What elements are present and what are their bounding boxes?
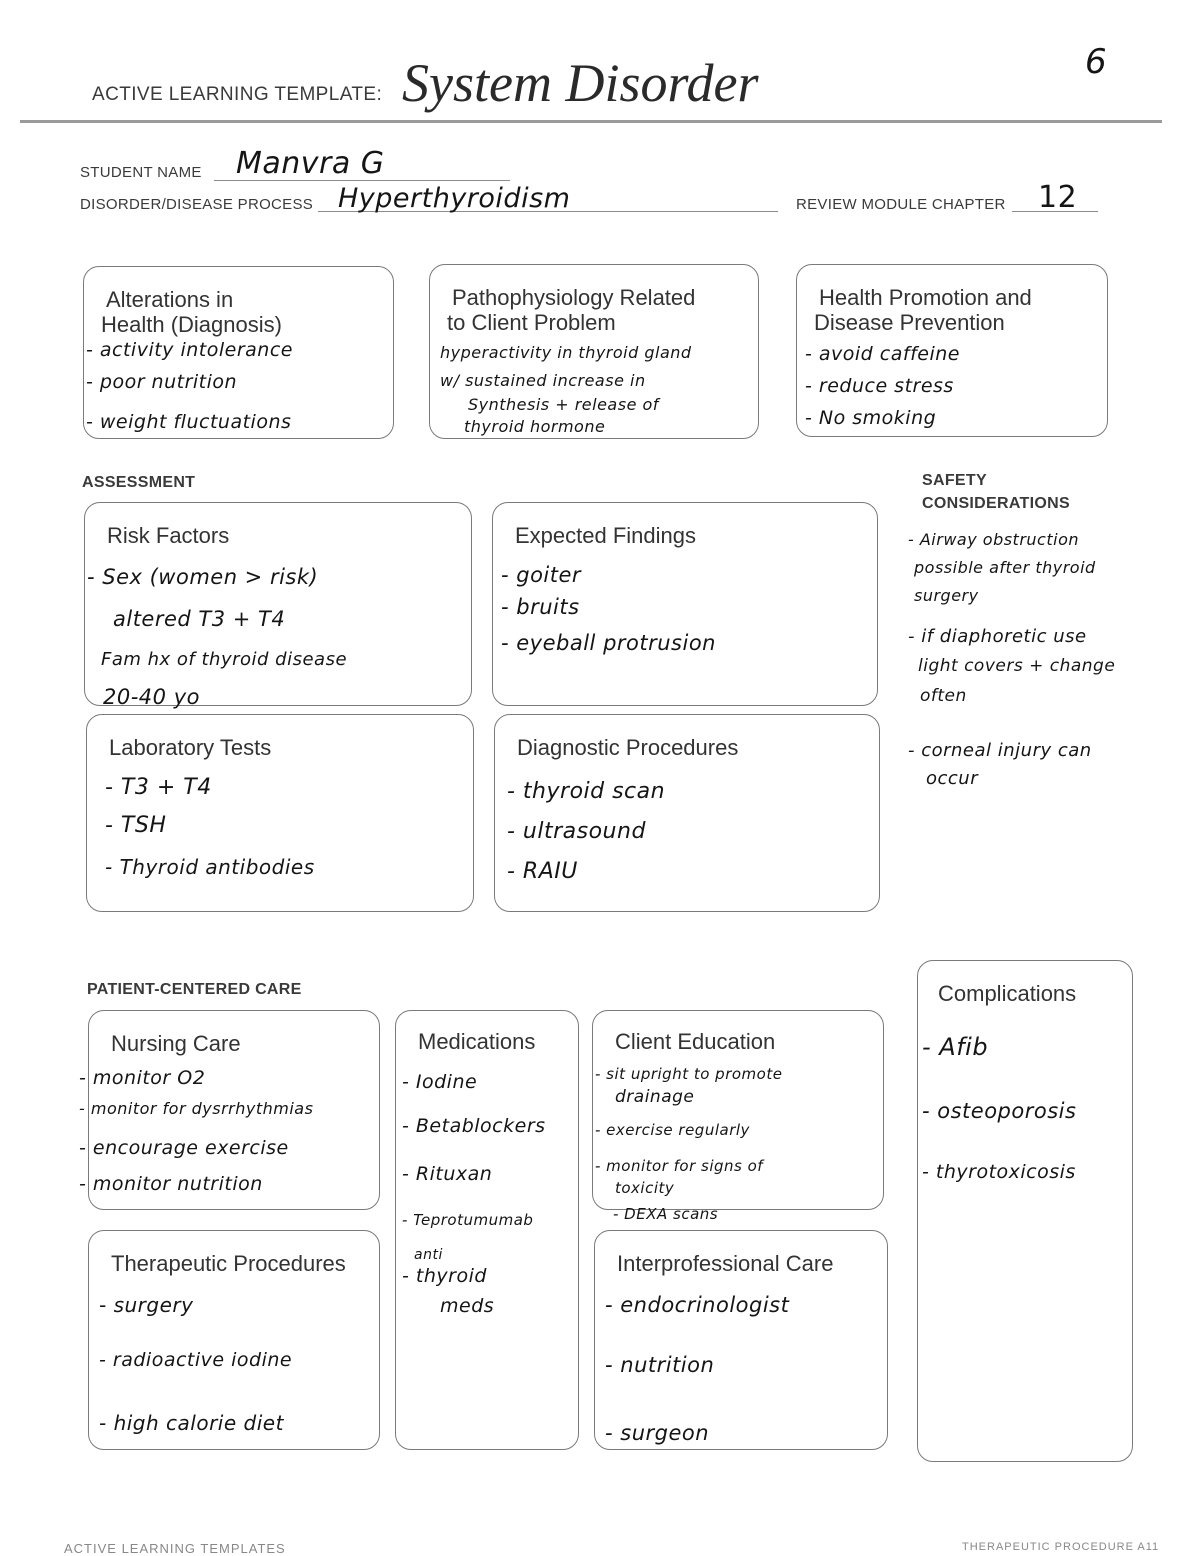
list-item: - eyeball protrusion (501, 631, 716, 655)
student-name-value: Manvra G (236, 146, 385, 181)
header-rule (20, 120, 1162, 123)
expected-findings-box (492, 502, 878, 706)
disorder-label: DISORDER/DISEASE PROCESS (80, 196, 314, 213)
patient-care-section-label: PATIENT-CENTERED CARE (87, 981, 302, 998)
list-item: - weight fluctuations (86, 411, 292, 433)
list-item: Synthesis + release of (468, 395, 659, 414)
list-item: - monitor nutrition (79, 1173, 263, 1195)
list-item: - surgery (99, 1293, 194, 1317)
expected-findings-title: Expected Findings (515, 523, 696, 548)
list-item: - high calorie diet (99, 1411, 284, 1435)
list-item: - T3 + T4 (105, 775, 212, 800)
student-name-label: STUDENT NAME (80, 164, 202, 181)
list-item: - thyrotoxicosis (922, 1161, 1076, 1183)
list-item: - Iodine (402, 1071, 478, 1093)
footer-right: THERAPEUTIC PROCEDURE A11 (962, 1541, 1160, 1553)
chapter-label: REVIEW MODULE CHAPTER (796, 196, 1006, 213)
list-item: - Sex (women > risk) (87, 565, 319, 589)
therapeutic-procedures-title: Therapeutic Procedures (111, 1251, 346, 1276)
list-item: - osteoporosis (922, 1099, 1077, 1123)
list-item: - RAIU (507, 859, 578, 884)
disorder-value: Hyperthyroidism (338, 183, 571, 214)
nursing-care-title: Nursing Care (111, 1031, 241, 1056)
list-item: thyroid hormone (464, 417, 606, 436)
list-item: - bruits (501, 595, 580, 619)
client-education-title: Client Education (615, 1029, 776, 1054)
list-item: - reduce stress (805, 375, 954, 397)
medications-box (395, 1010, 579, 1450)
therapeutic-procedures-box (88, 1230, 380, 1450)
list-item: anti (414, 1247, 443, 1263)
list-item: light covers + change (918, 656, 1116, 676)
list-item: - radioactive iodine (99, 1349, 293, 1371)
list-item: - monitor O2 (79, 1067, 206, 1089)
client-education-box (592, 1010, 884, 1223)
interprofessional-care-box (594, 1230, 888, 1450)
interprofessional-care-title: Interprofessional Care (617, 1251, 834, 1276)
list-item: - monitor for dysrrhythmias (79, 1099, 314, 1118)
list-item: - if diaphoretic use (908, 626, 1087, 647)
list-item: - poor nutrition (86, 371, 238, 393)
list-item: - sit upright to promote (595, 1065, 783, 1083)
list-item: - endocrinologist (605, 1293, 790, 1317)
list-item: 20-40 yo (103, 685, 200, 709)
complications-title: Complications (938, 981, 1077, 1006)
safety-title-1: SAFETY (922, 472, 987, 489)
list-item: drainage (615, 1087, 695, 1107)
laboratory-tests-title: Laboratory Tests (109, 735, 272, 760)
alterations-box (83, 266, 394, 439)
list-item: possible after thyroid (914, 558, 1096, 577)
list-item: occur (926, 768, 979, 789)
pathophysiology-title-2: to Client Problem (447, 310, 616, 335)
list-item: - surgeon (605, 1421, 710, 1445)
list-item: - exercise regularly (595, 1121, 750, 1139)
list-item: often (920, 686, 967, 706)
list-item: - corneal injury can (908, 740, 1092, 761)
diagnostic-procedures-title: Diagnostic Procedures (517, 735, 739, 760)
alterations-title-1: Alterations in (106, 287, 234, 312)
template-label: ACTIVE LEARNING TEMPLATE: (92, 84, 383, 105)
list-item: - Airway obstruction (908, 530, 1079, 549)
page-number: 6 (1085, 42, 1108, 82)
health-promotion-box (796, 264, 1108, 437)
list-item: - Betablockers (402, 1115, 546, 1137)
list-item: - Rituxan (402, 1163, 493, 1185)
list-item: - monitor for signs of (595, 1157, 764, 1175)
list-item: - encourage exercise (79, 1137, 289, 1159)
list-item: - activity intolerance (86, 339, 293, 361)
list-item: - Teprotumumab (402, 1211, 534, 1229)
page-title: System Disorder (402, 53, 759, 113)
footer-left: ACTIVE LEARNING TEMPLATES (64, 1541, 286, 1556)
list-item: - No smoking (805, 407, 937, 429)
list-item: Fam hx of thyroid disease (101, 649, 348, 670)
list-item: - DEXA scans (613, 1205, 719, 1223)
list-item: - Afib (922, 1033, 989, 1061)
health-promotion-title-2: Disease Prevention (814, 310, 1005, 335)
list-item: w/ sustained increase in (440, 371, 646, 390)
list-item: altered T3 + T4 (113, 607, 286, 631)
list-item: - avoid caffeine (805, 343, 960, 365)
list-item: hyperactivity in thyroid gland (440, 343, 692, 362)
list-item: meds (440, 1295, 495, 1317)
nursing-care-box (79, 1010, 380, 1210)
pathophysiology-title-1: Pathophysiology Related (452, 285, 696, 310)
list-item: surgery (914, 586, 979, 605)
diagnostic-procedures-box (494, 714, 880, 912)
risk-factors-title: Risk Factors (107, 523, 230, 548)
chapter-value: 12 (1038, 180, 1078, 215)
medications-title: Medications (418, 1029, 536, 1054)
laboratory-tests-box (86, 714, 474, 912)
assessment-section-label: ASSESSMENT (82, 474, 196, 491)
complications-box (917, 960, 1133, 1462)
list-item: - Thyroid antibodies (105, 855, 315, 879)
list-item: - nutrition (605, 1353, 715, 1377)
health-promotion-title-1: Health Promotion and (819, 285, 1032, 310)
safety-title-2: CONSIDERATIONS (922, 495, 1070, 512)
list-item: - thyroid scan (507, 779, 666, 804)
list-item: - TSH (105, 813, 167, 838)
risk-factors-box (84, 502, 472, 709)
list-item: toxicity (615, 1179, 675, 1197)
list-item: - thyroid (402, 1265, 487, 1287)
alterations-title-2: Health (Diagnosis) (101, 312, 282, 337)
pathophysiology-box (429, 264, 759, 439)
list-item: - ultrasound (507, 819, 646, 844)
list-item: - goiter (501, 563, 582, 587)
